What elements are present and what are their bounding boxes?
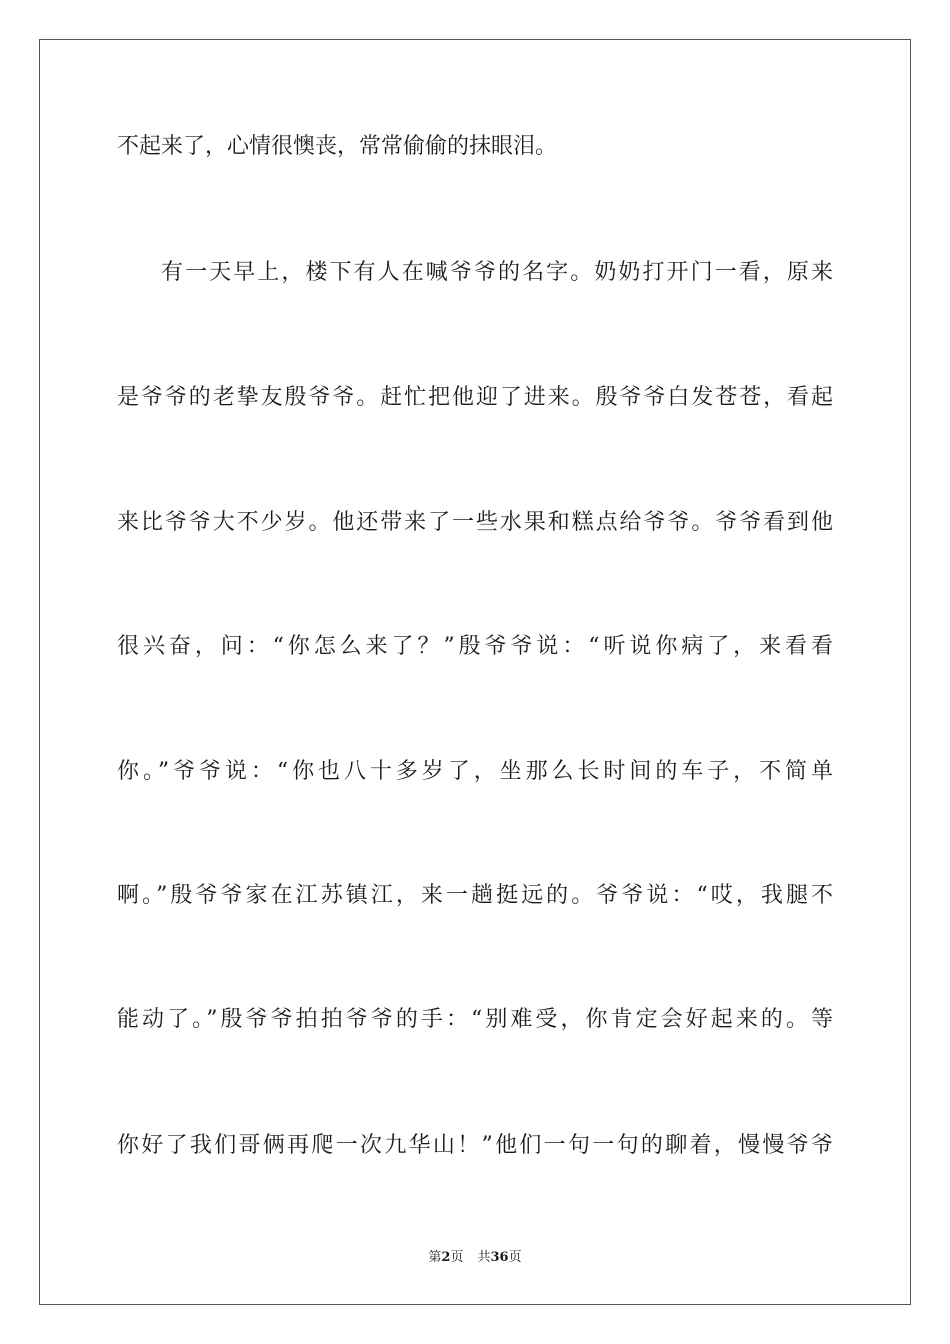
total-label-suffix: 页 <box>508 1250 522 1265</box>
text-line-6: 你。”爷爷说：“你也八十多岁了，坐那么长时间的车子，不简单 <box>117 759 833 784</box>
text-line-4: 来比爷爷大不少岁。他还带来了一些水果和糕点给爷爷。爷爷看到他 <box>117 510 833 535</box>
total-pages: 36 <box>490 1250 509 1265</box>
page-label-prefix: 第 <box>428 1250 442 1265</box>
text-line-8: 能动了。”殷爷爷拍拍爷爷的手：“别难受，你肯定会好起来的。等 <box>117 1007 833 1032</box>
text-line-9: 你好了我们哥俩再爬一次九华山！”他们一句一句的聊着，慢慢爷爷 <box>117 1133 833 1158</box>
page-footer <box>0 1246 950 1265</box>
page-border <box>39 39 911 1305</box>
text-line-1: 不起来了，心情很懊丧，常常偷偷的抹眼泪。 <box>117 134 558 159</box>
page-label-suffix: 页 <box>450 1250 464 1265</box>
text-line-3: 是爷爷的老挚友殷爷爷。赶忙把他迎了进来。殷爷爷白发苍苍，看起 <box>117 385 833 410</box>
page-number: 2 <box>441 1250 451 1265</box>
text-line-5: 很兴奋，问：“你怎么来了？”殷爷爷说：“听说你病了，来看看 <box>117 634 833 659</box>
text-line-7: 啊。”殷爷爷家在江苏镇江，来一趟挺远的。爷爷说：“哎，我腿不 <box>117 883 833 908</box>
text-line-2: 有一天早上，楼下有人在喊爷爷的名字。奶奶打开门一看，原来 <box>161 260 833 285</box>
total-label-prefix: 共 <box>477 1250 491 1265</box>
